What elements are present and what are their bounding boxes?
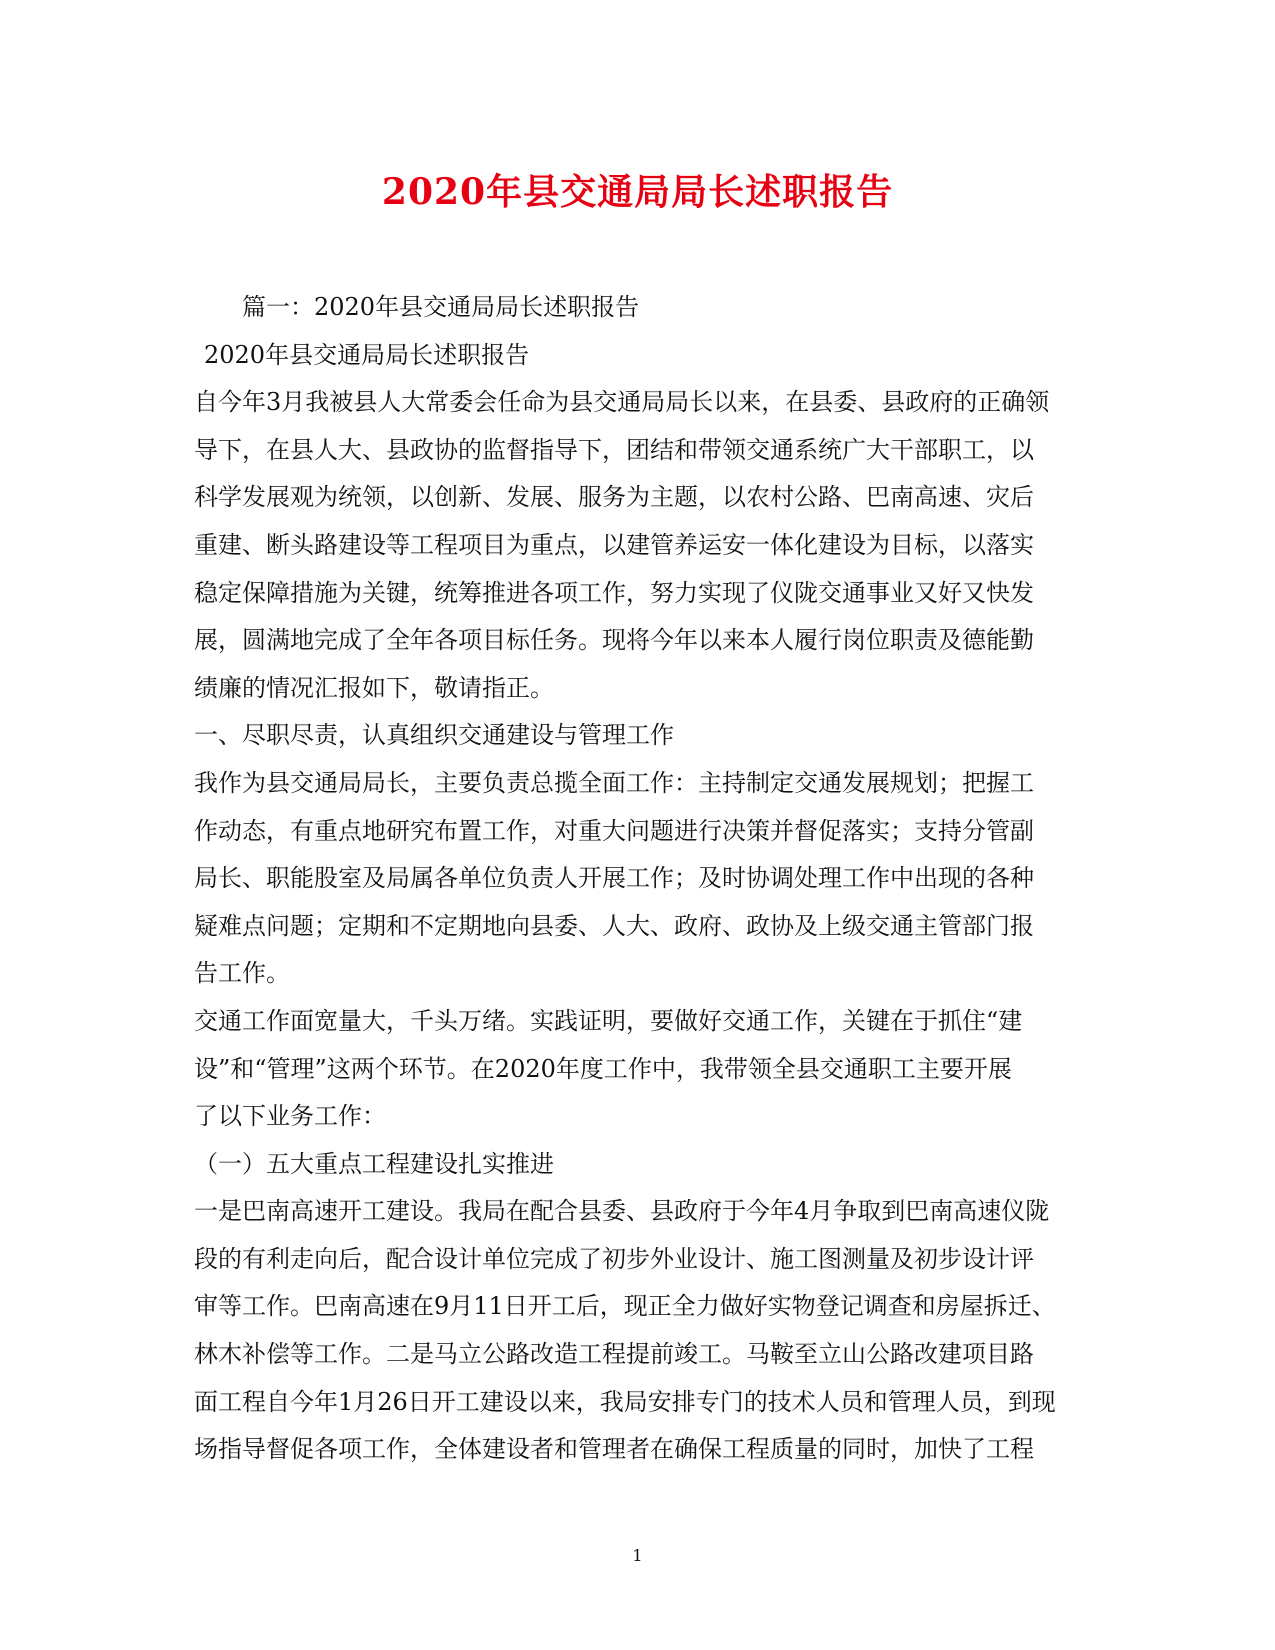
paragraph-line: 交通工作面宽量大，千头万绪。实践证明，要做好交通工作，关键在于抓住“建 xyxy=(194,1006,1023,1035)
paragraph-line: 告工作。 xyxy=(194,959,290,988)
paragraph-line: 局长、职能股室及局属各单位负责人开展工作；及时协调处理工作中出现的各种 xyxy=(194,864,1034,893)
subsection-heading: （一）五大重点工程建设扎实推进 xyxy=(194,1149,554,1178)
paragraph-line: 科学发展观为统领，以创新、发展、服务为主题，以农村公路、巴南高速、灾后 xyxy=(194,483,1034,512)
paragraph-line: 面工程自今年1月26日开工建设以来，我局安排专门的技术人员和管理人员，到现 xyxy=(194,1387,1056,1416)
paragraph-line: 展，圆满地完成了全年各项目标任务。现将今年以来本人履行岗位职责及德能勤 xyxy=(194,626,1034,655)
chapter-heading: 篇一：2020年县交通局局长述职报告 xyxy=(242,293,640,321)
paragraph-line: 审等工作。巴南高速在9月11日开工后，现正全力做好实物登记调查和房屋拆迁、 xyxy=(194,1292,1056,1321)
document-title: 2020年县交通局局长述职报告 xyxy=(381,171,894,213)
document-body xyxy=(194,284,1094,1474)
page-number: 1 xyxy=(632,1546,643,1565)
paragraph-line: 了以下业务工作： xyxy=(194,1102,386,1131)
paragraph-line: 林木补偿等工作。二是马立公路改造工程提前竣工。马鞍至立山公路改建项目路 xyxy=(194,1340,1034,1369)
paragraph-line: 稳定保障措施为关键，统筹推进各项工作，努力实现了仪陇交通事业又好又快发 xyxy=(194,578,1034,607)
report-subtitle: 2020年县交通局局长述职报告 xyxy=(204,340,530,369)
paragraph-line: 自今年3月我被县人大常委会任命为县交通局局长以来，在县委、县政府的正确领 xyxy=(194,388,1050,417)
section-heading: 一、尽职尽责，认真组织交通建设与管理工作 xyxy=(194,721,674,750)
paragraph-line: 场指导督促各项工作，全体建设者和管理者在确保工程质量的同时，加快了工程 xyxy=(194,1435,1034,1464)
paragraph-line: 段的有利走向后，配合设计单位完成了初步外业设计、施工图测量及初步设计评 xyxy=(194,1244,1034,1273)
paragraph-line: 一是巴南高速开工建设。我局在配合县委、县政府于今年4月争取到巴南高速仪陇 xyxy=(194,1197,1050,1226)
paragraph-line: 设”和“管理”这两个环节。在2020年度工作中，我带领全县交通职工主要开展 xyxy=(194,1054,1012,1083)
paragraph-line: 重建、断头路建设等工程项目为重点，以建管养运安一体化建设为目标，以落实 xyxy=(194,530,1034,559)
paragraph-line: 导下，在县人大、县政协的监督指导下，团结和带领交通系统广大干部职工，以 xyxy=(194,435,1034,464)
paragraph-line: 疑难点问题；定期和不定期地向县委、人大、政府、政协及上级交通主管部门报 xyxy=(194,911,1034,940)
paragraph-line: 作动态，有重点地研究布置工作，对重大问题进行决策并督促落实；支持分管副 xyxy=(194,816,1034,845)
paragraph-line: 绩廉的情况汇报如下，敬请指正。 xyxy=(194,673,554,702)
paragraph-line: 我作为县交通局局长，主要负责总揽全面工作：主持制定交通发展规划；把握工 xyxy=(194,768,1034,797)
